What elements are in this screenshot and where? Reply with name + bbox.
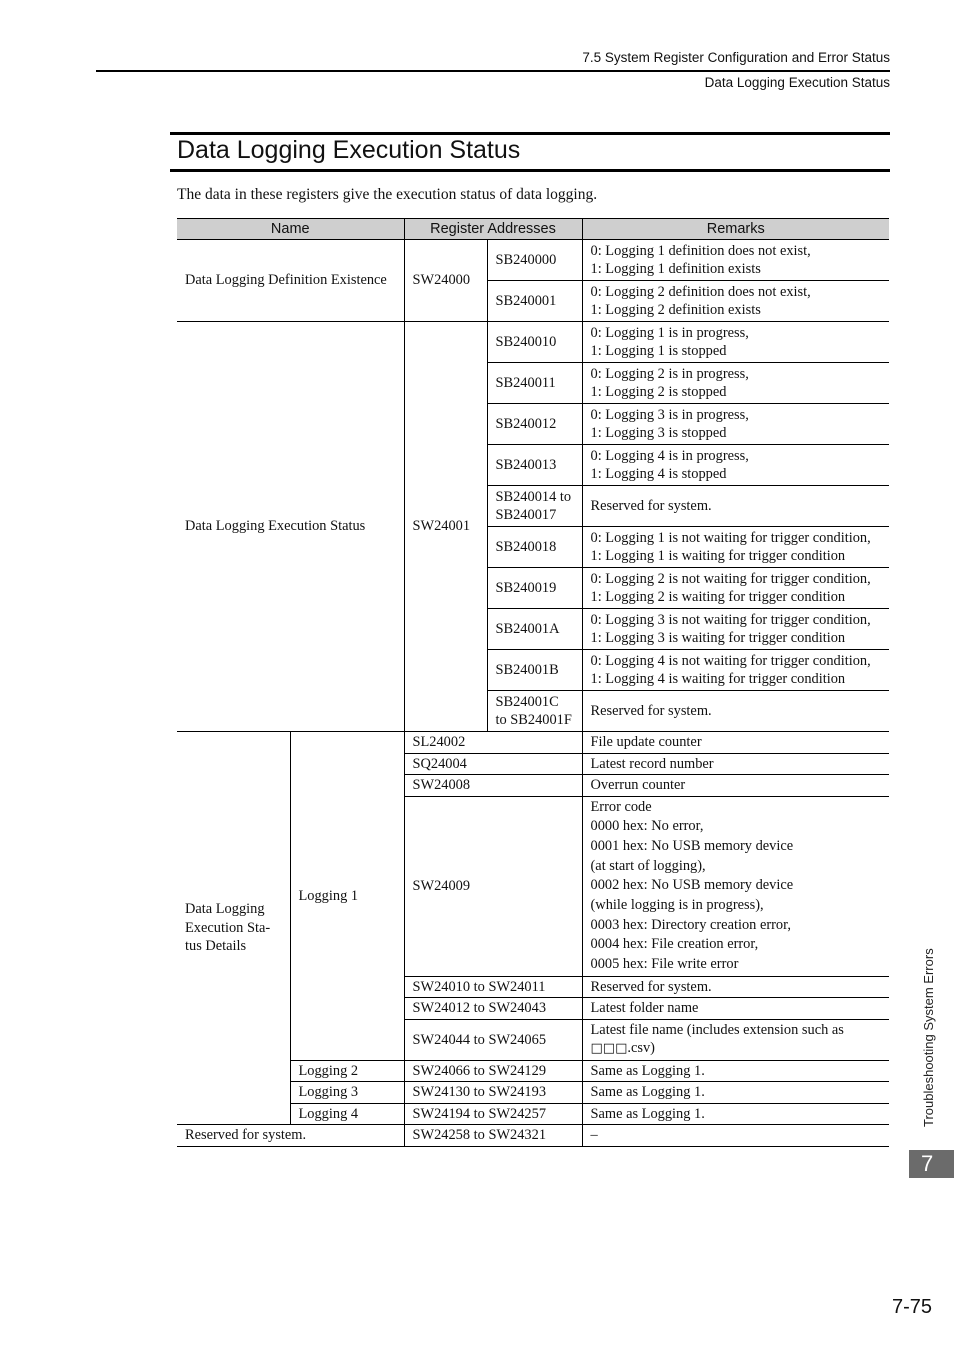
logging-label: Logging 3 [290,1082,404,1104]
running-header-section: 7.5 System Register Configuration and Error Status [582,50,890,65]
register-bit: SB240011 [487,363,582,404]
chapter-side-label: Troubleshooting System Errors [921,948,936,1127]
remark-text: Latest file name (includes extension such as [590,1021,844,1038]
register-bit: SB24001A [487,609,582,650]
logging-label: Logging 4 [290,1103,404,1125]
table-header-row [177,219,889,240]
table-row [177,732,889,754]
remark: – [582,1125,889,1147]
remark: 0: Logging 4 is not waiting for trigger condition, 1: Logging 4 is waiting for trigger condition [582,650,889,691]
running-header-subsection: Data Logging Execution Status [704,75,890,90]
remark: File update counter [582,732,889,754]
register-bit: SB240013 [487,445,582,486]
register-bit: SB24001C to SB24001F [487,691,582,732]
register-address: SW24012 to SW24043 [404,998,582,1020]
chapter-tab: 7 [909,1150,954,1178]
register-bit: SB240014 to SB240017 [487,486,582,527]
remark: Same as Logging 1. [582,1082,889,1104]
remark: 0: Logging 2 is not waiting for trigger condition, 1: Logging 2 is waiting for trigger condition [582,568,889,609]
register-address: SW24194 to SW24257 [404,1103,582,1125]
remark: 0: Logging 1 definition does not exist, 1: Logging 1 definition exists [582,240,889,281]
row-name: Reserved for system. [177,1125,404,1147]
register-bit: SB240019 [487,568,582,609]
register-bit: SB240010 [487,322,582,363]
section-title-box [170,132,890,172]
register-word: SW24001 [404,322,487,732]
column-header-register: Register Addresses [404,219,582,240]
register-word: SW24000 [404,240,487,322]
remark: 0: Logging 3 is in progress, 1: Logging 3 is stopped [582,404,889,445]
column-header-name: Name [177,219,404,240]
row-name: Data Logging Definition Existence [177,240,404,322]
remark: Latest folder name [582,998,889,1020]
intro-paragraph: The data in these registers give the execution status of data logging. [177,186,598,203]
table-row [177,240,889,281]
remark-error-codes: Error code 0000 hex: No error, 0001 hex: No USB memory device (at start of logging), 0002 hex: No USB memory device (while logging is in progress), 0003 hex: Directory creation error, 0004 hex: File creation error, 0005 hex: File write error [582,796,889,976]
row-name: Data Logging Execution Sta- tus Details [177,732,290,1125]
remark: Overrun counter [582,775,889,797]
register-table [177,218,889,1147]
register-address: SW24010 to SW24011 [404,976,582,998]
remark: 0: Logging 1 is not waiting for trigger condition, 1: Logging 1 is waiting for trigger condition [582,527,889,568]
row-name: Data Logging Execution Status [177,322,404,732]
table-row [177,322,889,363]
remark: Same as Logging 1. [582,1060,889,1082]
remark: Reserved for system. [582,976,889,998]
register-bit: SB240012 [487,404,582,445]
logging-label: Logging 1 [290,732,404,1061]
register-bit: SB24001B [487,650,582,691]
register-bit: SB240018 [487,527,582,568]
remark: 0: Logging 4 is in progress, 1: Logging 4 is stopped [582,445,889,486]
register-address: SQ24004 [404,753,582,775]
register-address: SW24258 to SW24321 [404,1125,582,1147]
register-address: SW24130 to SW24193 [404,1082,582,1104]
register-address: SW24044 to SW24065 [404,1019,582,1060]
table-row [177,1125,889,1147]
page-number: 7-75 [891,1296,932,1318]
remark: Reserved for system. [582,486,889,527]
register-address: SW24008 [404,775,582,797]
register-bit: SB240000 [487,240,582,281]
remark: Latest record number [582,753,889,775]
column-header-remarks: Remarks [582,219,889,240]
register-address: SW24066 to SW24129 [404,1060,582,1082]
remark: Reserved for system. [582,691,889,732]
remark-extension: .csv) [627,1040,655,1057]
register-bit: SB240001 [487,281,582,322]
register-address: SL24002 [404,732,582,754]
placeholder-boxes: □□□ [590,1041,628,1057]
remark: Same as Logging 1. [582,1103,889,1125]
logging-label: Logging 2 [290,1060,404,1082]
remark: 0: Logging 1 is in progress, 1: Logging 1 is stopped [582,322,889,363]
register-address: SW24009 [404,796,582,976]
remark [582,1019,889,1060]
remark: 0: Logging 3 is not waiting for trigger condition, 1: Logging 3 is waiting for trigger condition [582,609,889,650]
section-title: Data Logging Execution Status [177,136,521,164]
remark: 0: Logging 2 is in progress, 1: Logging 2 is stopped [582,363,889,404]
header-rule [96,70,890,72]
remark: 0: Logging 2 definition does not exist, 1: Logging 2 definition exists [582,281,889,322]
